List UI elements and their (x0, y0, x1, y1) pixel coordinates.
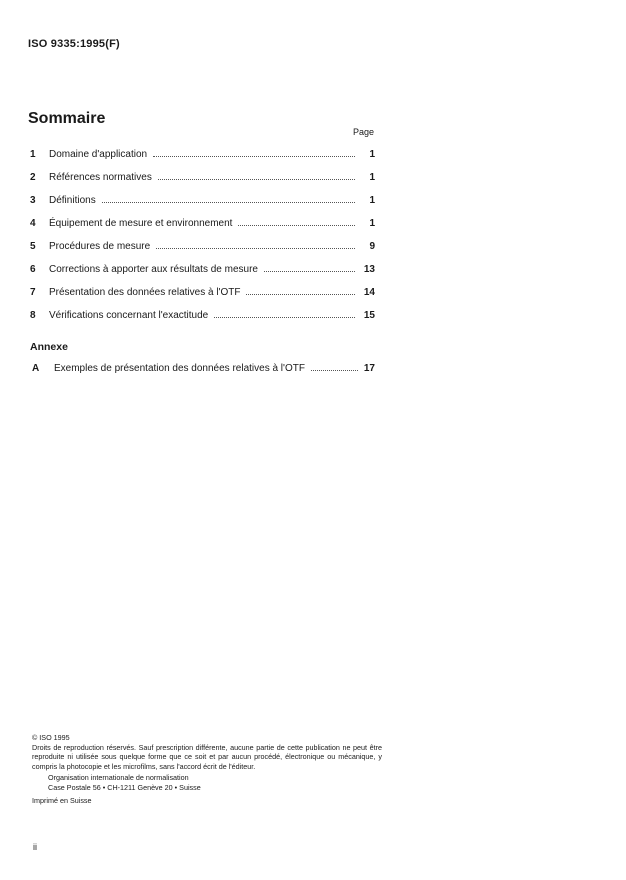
publisher-name: Organisation internationale de normalisation (48, 773, 189, 783)
toc-entry-page: 15 (363, 310, 375, 321)
toc-entry-label: Vérifications concernant l'exactitude (49, 310, 209, 321)
document-identifier: ISO 9335:1995(F) (28, 38, 120, 50)
toc-leader-dots (214, 309, 355, 318)
toc-leader-dots (156, 240, 355, 249)
toc-entry-page: 1 (369, 149, 375, 160)
toc-entry-number: 6 (30, 264, 36, 275)
toc-entry-number: 5 (30, 241, 36, 252)
toc-entry-label: Corrections à apporter aux résultats de mesure (49, 264, 258, 275)
toc-entry-number: 7 (30, 287, 36, 298)
toc-entry-number: 2 (30, 172, 36, 183)
toc-entry-page: 9 (369, 241, 375, 252)
toc-leader-dots (264, 263, 355, 272)
annex-heading: Annexe (30, 341, 68, 353)
toc-entry-page: 1 (369, 172, 375, 183)
annex-leader-dots (311, 362, 358, 371)
annex-entry[interactable] (32, 362, 375, 374)
annex-letter: A (32, 363, 40, 374)
toc-entry-page: 13 (363, 264, 375, 275)
copyright-line: © ISO 1995 (32, 733, 70, 742)
toc-entry-page: 1 (369, 195, 375, 206)
toc-entry[interactable] (30, 217, 375, 240)
annex-page: 17 (363, 363, 375, 374)
toc-entry[interactable] (30, 240, 375, 263)
page-number: ii (33, 842, 37, 852)
page-column-label: Page (353, 127, 375, 137)
copyright-notice (32, 733, 382, 805)
toc-entry-label: Présentation des données relatives à l'OTF (49, 287, 241, 298)
toc-entry-label: Définitions (49, 195, 96, 206)
publisher-address: Case Postale 56 • CH-1211 Genève 20 • Suisse (48, 782, 201, 792)
contents-title: Sommaire (28, 110, 106, 127)
table-of-contents (30, 148, 375, 332)
toc-entry-number: 3 (30, 195, 36, 206)
toc-entry-page: 14 (363, 287, 375, 298)
toc-entry-number: 8 (30, 310, 36, 321)
annex-label: Exemples de présentation des données relatives à l'OTF (54, 363, 305, 374)
toc-entry-label: Équipement de mesure et environnement (49, 218, 233, 229)
toc-entry-label: Références normatives (49, 172, 152, 183)
toc-entry-number: 1 (30, 149, 36, 160)
toc-entry[interactable] (30, 309, 375, 332)
toc-leader-dots (238, 217, 355, 226)
toc-entry[interactable] (30, 148, 375, 171)
toc-entry[interactable] (30, 263, 375, 286)
toc-entry[interactable] (30, 171, 375, 194)
toc-leader-dots (102, 194, 355, 203)
toc-entry[interactable] (30, 194, 375, 217)
toc-leader-dots (158, 171, 355, 180)
printed-in: Imprimé en Suisse (32, 795, 92, 805)
toc-entry[interactable] (30, 286, 375, 309)
toc-entry-number: 4 (30, 218, 36, 229)
toc-leader-dots (246, 286, 355, 295)
toc-entry-label: Procédures de mesure (49, 241, 151, 252)
toc-entry-label: Domaine d'application (49, 149, 148, 160)
copyright-rights-text: Droits de reproduction réservés. Sauf prescription différente, aucune partie de cette publication ne peut être reproduite ni utilisée sous quelque forme que ce soit et par aucun procédé, électronique ou mécanique, y compris la photocopie et les microfilms, sans l'accord écrit de l'éditeur. (32, 742, 382, 771)
toc-leader-dots (153, 148, 355, 157)
toc-entry-page: 1 (369, 218, 375, 229)
